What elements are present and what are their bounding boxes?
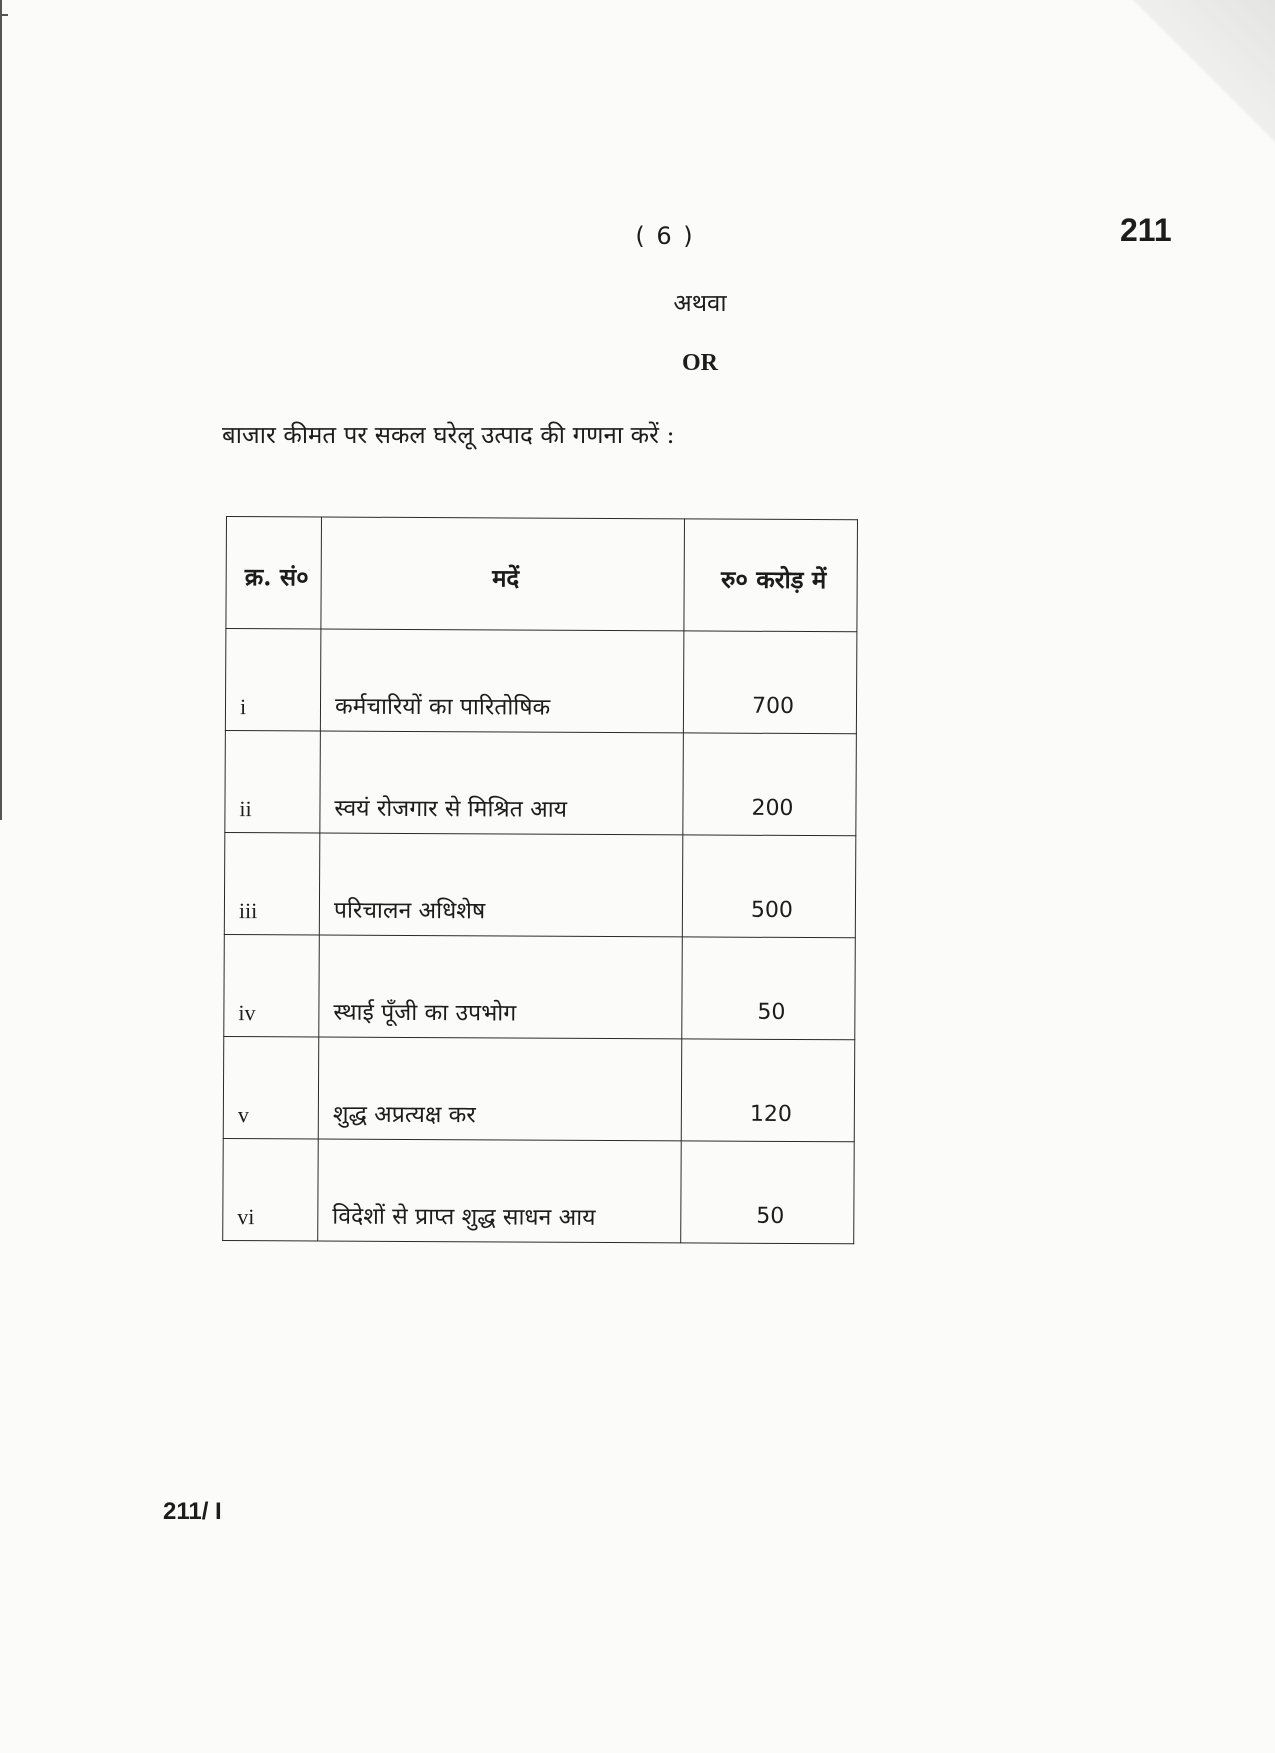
header-value-crore: रु० करोड़ में <box>684 519 858 632</box>
row-item: विदेशों से प्राप्त शुद्ध साधन आय <box>318 1139 682 1243</box>
row-serial: iv <box>224 934 320 1036</box>
footer-paper-code: 211/ I <box>163 1498 222 1525</box>
row-value: 200 <box>683 733 857 836</box>
row-item: स्थाई पूँजी का उपभोग <box>319 935 683 1039</box>
row-item: परिचालन अधिशेष <box>319 833 683 937</box>
table-row <box>223 1036 855 1141</box>
row-item: शुद्ध अप्रत्यक्ष कर <box>318 1037 682 1141</box>
table-header-row <box>226 517 858 632</box>
or-english-label: OR <box>682 350 718 376</box>
row-serial: ii <box>225 730 321 832</box>
row-serial: v <box>223 1036 319 1138</box>
row-serial: i <box>225 629 321 731</box>
row-item: कर्मचारियों का पारितोषिक <box>320 629 684 733</box>
table-row <box>224 832 856 937</box>
table-row <box>224 934 856 1039</box>
page-fold-shadow <box>1125 0 1275 200</box>
row-value: 50 <box>681 1141 855 1244</box>
table-row <box>223 1138 855 1243</box>
row-item: स्वयं रोजगार से मिश्रित आय <box>320 731 684 835</box>
row-value: 700 <box>683 631 857 734</box>
row-serial: iii <box>224 832 320 934</box>
header-serial-number: क्र. सं० <box>226 517 322 629</box>
gdp-data-table <box>222 516 858 1244</box>
row-value: 500 <box>682 835 856 938</box>
page-left-edge <box>0 0 2 820</box>
page-edge-mark <box>0 14 8 16</box>
row-value: 120 <box>681 1039 855 1142</box>
paper-code: 211 <box>1120 212 1172 248</box>
page-number: ( 6 ) <box>635 222 695 250</box>
table-row <box>225 730 857 835</box>
row-value: 50 <box>682 937 856 1040</box>
row-serial: vi <box>223 1138 319 1240</box>
question-text: बाजार कीमत पर सकल घरेलू उत्पाद की गणना करें : <box>222 421 675 449</box>
header-items: मदें <box>321 517 685 631</box>
table-row <box>225 629 857 734</box>
or-hindi-label: अथवा <box>673 289 727 317</box>
